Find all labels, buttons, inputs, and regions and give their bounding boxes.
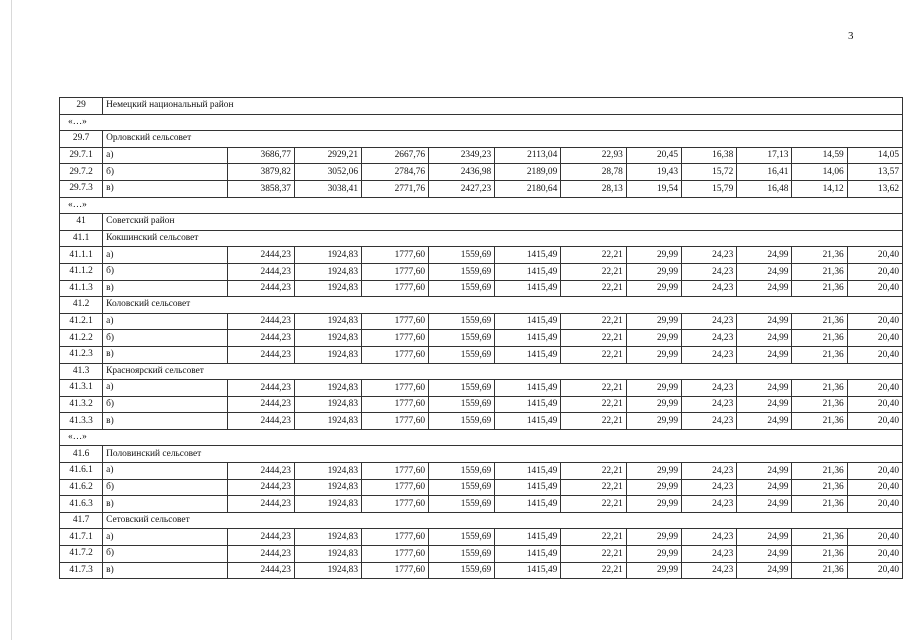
value-cell: 20,40 <box>847 496 902 513</box>
table-row <box>60 164 903 181</box>
row-number: 41.1.3 <box>60 280 103 297</box>
value-cell: 22,21 <box>561 396 627 413</box>
row-label: в) <box>103 280 228 297</box>
value-cell: 29,99 <box>626 247 681 264</box>
value-cell: 13,57 <box>847 164 902 181</box>
value-cell: 24,99 <box>737 380 792 397</box>
table-row <box>60 313 903 330</box>
section-row <box>60 98 903 115</box>
value-cell: 2444,23 <box>227 529 294 546</box>
value-cell: 24,23 <box>682 562 737 579</box>
value-cell: 2113,04 <box>495 147 561 164</box>
section-title: Сетовский сельсовет <box>103 512 903 529</box>
table-row <box>60 280 903 297</box>
tariff-table <box>59 97 903 579</box>
value-cell: 14,06 <box>792 164 847 181</box>
section-row <box>60 363 903 380</box>
value-cell: 14,05 <box>847 147 902 164</box>
value-cell: 24,99 <box>737 562 792 579</box>
value-cell: 20,40 <box>847 479 902 496</box>
value-cell: 1559,69 <box>429 380 495 397</box>
value-cell: 2444,23 <box>227 313 294 330</box>
value-cell: 1777,60 <box>362 396 429 413</box>
value-cell: 20,40 <box>847 463 902 480</box>
value-cell: 13,62 <box>847 180 902 197</box>
value-cell: 21,36 <box>792 529 847 546</box>
value-cell: 1777,60 <box>362 546 429 563</box>
section-title: Советский район <box>103 214 903 231</box>
value-cell: 22,21 <box>561 413 627 430</box>
value-cell: 20,45 <box>626 147 681 164</box>
value-cell: 29,99 <box>626 330 681 347</box>
table-row <box>60 330 903 347</box>
value-cell: 2444,23 <box>227 330 294 347</box>
value-cell: 24,23 <box>682 396 737 413</box>
value-cell: 1559,69 <box>429 263 495 280</box>
value-cell: 20,40 <box>847 413 902 430</box>
value-cell: 20,40 <box>847 380 902 397</box>
value-cell: 24,23 <box>682 529 737 546</box>
value-cell: 16,48 <box>737 180 792 197</box>
value-cell: 1777,60 <box>362 280 429 297</box>
value-cell: 2444,23 <box>227 380 294 397</box>
section-row <box>60 230 903 247</box>
value-cell: 20,40 <box>847 346 902 363</box>
value-cell: 21,36 <box>792 346 847 363</box>
value-cell: 28,78 <box>561 164 627 181</box>
value-cell: 22,21 <box>561 346 627 363</box>
value-cell: 22,21 <box>561 263 627 280</box>
omission-row <box>60 114 903 131</box>
row-label: б) <box>103 396 228 413</box>
section-row <box>60 214 903 231</box>
page-number: 3 <box>848 30 854 42</box>
row-label: а) <box>103 313 228 330</box>
section-row <box>60 512 903 529</box>
row-label: б) <box>103 263 228 280</box>
value-cell: 20,40 <box>847 546 902 563</box>
value-cell: 16,38 <box>682 147 737 164</box>
row-number: 41.3.1 <box>60 380 103 397</box>
value-cell: 20,40 <box>847 562 902 579</box>
section-title: Красноярский сельсовет <box>103 363 903 380</box>
value-cell: 20,40 <box>847 529 902 546</box>
value-cell: 24,23 <box>682 263 737 280</box>
table-row <box>60 180 903 197</box>
value-cell: 1924,83 <box>294 479 361 496</box>
section-title: Половинский сельсовет <box>103 446 903 463</box>
value-cell: 1559,69 <box>429 546 495 563</box>
value-cell: 21,36 <box>792 562 847 579</box>
value-cell: 1559,69 <box>429 529 495 546</box>
value-cell: 1777,60 <box>362 263 429 280</box>
value-cell: 24,99 <box>737 263 792 280</box>
value-cell: 3879,82 <box>227 164 294 181</box>
table-row <box>60 380 903 397</box>
value-cell: 1777,60 <box>362 380 429 397</box>
row-number: 29.7.2 <box>60 164 103 181</box>
row-number: 41.3.2 <box>60 396 103 413</box>
value-cell: 22,21 <box>561 529 627 546</box>
row-number: 41 <box>60 214 103 231</box>
table-row <box>60 413 903 430</box>
value-cell: 1559,69 <box>429 463 495 480</box>
value-cell: 1559,69 <box>429 280 495 297</box>
value-cell: 29,99 <box>626 413 681 430</box>
value-cell: 1415,49 <box>495 263 561 280</box>
value-cell: 1777,60 <box>362 463 429 480</box>
omission-marker: «…» <box>60 429 903 446</box>
table-row <box>60 396 903 413</box>
value-cell: 1415,49 <box>495 413 561 430</box>
value-cell: 29,99 <box>626 546 681 563</box>
value-cell: 22,21 <box>561 330 627 347</box>
value-cell: 1924,83 <box>294 330 361 347</box>
value-cell: 1415,49 <box>495 546 561 563</box>
row-number: 29.7.3 <box>60 180 103 197</box>
value-cell: 21,36 <box>792 479 847 496</box>
value-cell: 2444,23 <box>227 247 294 264</box>
value-cell: 22,21 <box>561 280 627 297</box>
table-row <box>60 496 903 513</box>
value-cell: 24,23 <box>682 280 737 297</box>
value-cell: 20,40 <box>847 330 902 347</box>
section-title: Коловский сельсовет <box>103 297 903 314</box>
value-cell: 24,23 <box>682 546 737 563</box>
value-cell: 2444,23 <box>227 413 294 430</box>
value-cell: 22,21 <box>561 479 627 496</box>
row-label: в) <box>103 346 228 363</box>
value-cell: 2784,76 <box>362 164 429 181</box>
value-cell: 24,99 <box>737 463 792 480</box>
table-row <box>60 263 903 280</box>
value-cell: 3686,77 <box>227 147 294 164</box>
value-cell: 29,99 <box>626 479 681 496</box>
value-cell: 22,21 <box>561 463 627 480</box>
value-cell: 1777,60 <box>362 313 429 330</box>
value-cell: 1924,83 <box>294 413 361 430</box>
row-label: б) <box>103 164 228 181</box>
value-cell: 1415,49 <box>495 346 561 363</box>
omission-row <box>60 429 903 446</box>
value-cell: 20,40 <box>847 396 902 413</box>
section-row <box>60 446 903 463</box>
value-cell: 21,36 <box>792 396 847 413</box>
row-number: 29 <box>60 98 103 115</box>
section-row <box>60 131 903 148</box>
row-number: 41.2.2 <box>60 330 103 347</box>
row-number: 41.6.1 <box>60 463 103 480</box>
value-cell: 20,40 <box>847 280 902 297</box>
value-cell: 1415,49 <box>495 380 561 397</box>
value-cell: 1415,49 <box>495 562 561 579</box>
value-cell: 29,99 <box>626 463 681 480</box>
value-cell: 21,36 <box>792 413 847 430</box>
value-cell: 24,99 <box>737 496 792 513</box>
value-cell: 3038,41 <box>294 180 361 197</box>
value-cell: 2349,23 <box>429 147 495 164</box>
value-cell: 22,21 <box>561 247 627 264</box>
value-cell: 1924,83 <box>294 463 361 480</box>
value-cell: 2667,76 <box>362 147 429 164</box>
table-row <box>60 529 903 546</box>
value-cell: 1415,49 <box>495 396 561 413</box>
value-cell: 2427,23 <box>429 180 495 197</box>
row-label: в) <box>103 180 228 197</box>
row-number: 41.6.3 <box>60 496 103 513</box>
value-cell: 24,99 <box>737 346 792 363</box>
value-cell: 24,23 <box>682 496 737 513</box>
section-title: Кокшинский сельсовет <box>103 230 903 247</box>
value-cell: 1777,60 <box>362 562 429 579</box>
value-cell: 24,99 <box>737 330 792 347</box>
value-cell: 21,36 <box>792 330 847 347</box>
row-label: а) <box>103 380 228 397</box>
value-cell: 24,99 <box>737 529 792 546</box>
row-number: 41.3.3 <box>60 413 103 430</box>
row-number: 41.2.1 <box>60 313 103 330</box>
value-cell: 24,23 <box>682 413 737 430</box>
value-cell: 21,36 <box>792 496 847 513</box>
value-cell: 24,99 <box>737 396 792 413</box>
value-cell: 20,40 <box>847 313 902 330</box>
row-number: 41.7.3 <box>60 562 103 579</box>
value-cell: 1559,69 <box>429 479 495 496</box>
value-cell: 15,72 <box>682 164 737 181</box>
value-cell: 1415,49 <box>495 247 561 264</box>
value-cell: 24,23 <box>682 346 737 363</box>
row-label: а) <box>103 529 228 546</box>
row-number: 41.7.1 <box>60 529 103 546</box>
table-row <box>60 546 903 563</box>
value-cell: 24,99 <box>737 313 792 330</box>
value-cell: 19,43 <box>626 164 681 181</box>
row-number: 29.7.1 <box>60 147 103 164</box>
value-cell: 2444,23 <box>227 479 294 496</box>
value-cell: 1924,83 <box>294 263 361 280</box>
value-cell: 1777,60 <box>362 529 429 546</box>
value-cell: 2444,23 <box>227 280 294 297</box>
value-cell: 14,59 <box>792 147 847 164</box>
value-cell: 24,23 <box>682 479 737 496</box>
row-label: а) <box>103 463 228 480</box>
row-label: б) <box>103 546 228 563</box>
value-cell: 1924,83 <box>294 546 361 563</box>
value-cell: 20,40 <box>847 263 902 280</box>
value-cell: 21,36 <box>792 313 847 330</box>
value-cell: 1924,83 <box>294 396 361 413</box>
value-cell: 29,99 <box>626 380 681 397</box>
row-label: в) <box>103 562 228 579</box>
value-cell: 22,21 <box>561 380 627 397</box>
value-cell: 1924,83 <box>294 529 361 546</box>
value-cell: 28,13 <box>561 180 627 197</box>
value-cell: 2444,23 <box>227 496 294 513</box>
row-number: 41.6.2 <box>60 479 103 496</box>
value-cell: 1777,60 <box>362 413 429 430</box>
value-cell: 2436,98 <box>429 164 495 181</box>
omission-marker: «…» <box>60 197 903 214</box>
value-cell: 1415,49 <box>495 529 561 546</box>
value-cell: 1924,83 <box>294 247 361 264</box>
section-title: Немецкий национальный район <box>103 98 903 115</box>
value-cell: 22,21 <box>561 496 627 513</box>
value-cell: 21,36 <box>792 280 847 297</box>
value-cell: 24,23 <box>682 330 737 347</box>
value-cell: 22,21 <box>561 546 627 563</box>
value-cell: 21,36 <box>792 380 847 397</box>
value-cell: 1559,69 <box>429 346 495 363</box>
value-cell: 29,99 <box>626 263 681 280</box>
value-cell: 2444,23 <box>227 396 294 413</box>
tariff-body <box>60 98 903 579</box>
value-cell: 1415,49 <box>495 496 561 513</box>
row-number: 29.7 <box>60 131 103 148</box>
value-cell: 1777,60 <box>362 346 429 363</box>
row-number: 41.2.3 <box>60 346 103 363</box>
value-cell: 2180,64 <box>495 180 561 197</box>
value-cell: 16,41 <box>737 164 792 181</box>
value-cell: 1559,69 <box>429 396 495 413</box>
value-cell: 3052,06 <box>294 164 361 181</box>
value-cell: 29,99 <box>626 496 681 513</box>
page-edge-line <box>11 0 12 640</box>
value-cell: 29,99 <box>626 313 681 330</box>
value-cell: 1415,49 <box>495 313 561 330</box>
value-cell: 24,23 <box>682 313 737 330</box>
value-cell: 22,21 <box>561 562 627 579</box>
value-cell: 21,36 <box>792 247 847 264</box>
value-cell: 22,93 <box>561 147 627 164</box>
value-cell: 1777,60 <box>362 247 429 264</box>
omission-row <box>60 197 903 214</box>
row-label: б) <box>103 330 228 347</box>
table-row <box>60 479 903 496</box>
value-cell: 1924,83 <box>294 346 361 363</box>
table-row <box>60 247 903 264</box>
value-cell: 29,99 <box>626 396 681 413</box>
value-cell: 21,36 <box>792 263 847 280</box>
row-number: 41.3 <box>60 363 103 380</box>
section-title: Орловский сельсовет <box>103 131 903 148</box>
value-cell: 24,99 <box>737 479 792 496</box>
row-number: 41.1 <box>60 230 103 247</box>
value-cell: 29,99 <box>626 529 681 546</box>
value-cell: 1559,69 <box>429 247 495 264</box>
table-row <box>60 463 903 480</box>
value-cell: 2929,21 <box>294 147 361 164</box>
value-cell: 22,21 <box>561 313 627 330</box>
value-cell: 1777,60 <box>362 496 429 513</box>
value-cell: 1559,69 <box>429 562 495 579</box>
row-label: б) <box>103 479 228 496</box>
value-cell: 24,99 <box>737 413 792 430</box>
row-number: 41.7.2 <box>60 546 103 563</box>
value-cell: 1924,83 <box>294 313 361 330</box>
table-row <box>60 562 903 579</box>
table-row <box>60 346 903 363</box>
value-cell: 24,99 <box>737 280 792 297</box>
value-cell: 1415,49 <box>495 479 561 496</box>
table-row <box>60 147 903 164</box>
row-label: в) <box>103 496 228 513</box>
value-cell: 29,99 <box>626 562 681 579</box>
value-cell: 1777,60 <box>362 330 429 347</box>
value-cell: 17,13 <box>737 147 792 164</box>
section-row <box>60 297 903 314</box>
value-cell: 24,99 <box>737 247 792 264</box>
value-cell: 29,99 <box>626 280 681 297</box>
row-number: 41.2 <box>60 297 103 314</box>
value-cell: 1415,49 <box>495 330 561 347</box>
omission-marker: «…» <box>60 114 903 131</box>
row-number: 41.1.1 <box>60 247 103 264</box>
value-cell: 1924,83 <box>294 280 361 297</box>
value-cell: 2771,76 <box>362 180 429 197</box>
value-cell: 2444,23 <box>227 346 294 363</box>
row-label: а) <box>103 147 228 164</box>
value-cell: 1559,69 <box>429 330 495 347</box>
value-cell: 1924,83 <box>294 562 361 579</box>
value-cell: 1924,83 <box>294 496 361 513</box>
value-cell: 20,40 <box>847 247 902 264</box>
row-number: 41.1.2 <box>60 263 103 280</box>
value-cell: 1559,69 <box>429 313 495 330</box>
value-cell: 24,23 <box>682 463 737 480</box>
value-cell: 24,23 <box>682 247 737 264</box>
value-cell: 1415,49 <box>495 280 561 297</box>
value-cell: 14,12 <box>792 180 847 197</box>
value-cell: 21,36 <box>792 546 847 563</box>
value-cell: 24,99 <box>737 546 792 563</box>
value-cell: 1777,60 <box>362 479 429 496</box>
value-cell: 2444,23 <box>227 263 294 280</box>
value-cell: 29,99 <box>626 346 681 363</box>
row-number: 41.7 <box>60 512 103 529</box>
value-cell: 15,79 <box>682 180 737 197</box>
value-cell: 19,54 <box>626 180 681 197</box>
value-cell: 24,23 <box>682 380 737 397</box>
value-cell: 2189,09 <box>495 164 561 181</box>
value-cell: 1415,49 <box>495 463 561 480</box>
row-label: в) <box>103 413 228 430</box>
value-cell: 1559,69 <box>429 496 495 513</box>
value-cell: 2444,23 <box>227 463 294 480</box>
value-cell: 3858,37 <box>227 180 294 197</box>
value-cell: 2444,23 <box>227 546 294 563</box>
value-cell: 2444,23 <box>227 562 294 579</box>
value-cell: 21,36 <box>792 463 847 480</box>
row-label: а) <box>103 247 228 264</box>
value-cell: 1924,83 <box>294 380 361 397</box>
row-number: 41.6 <box>60 446 103 463</box>
value-cell: 1559,69 <box>429 413 495 430</box>
